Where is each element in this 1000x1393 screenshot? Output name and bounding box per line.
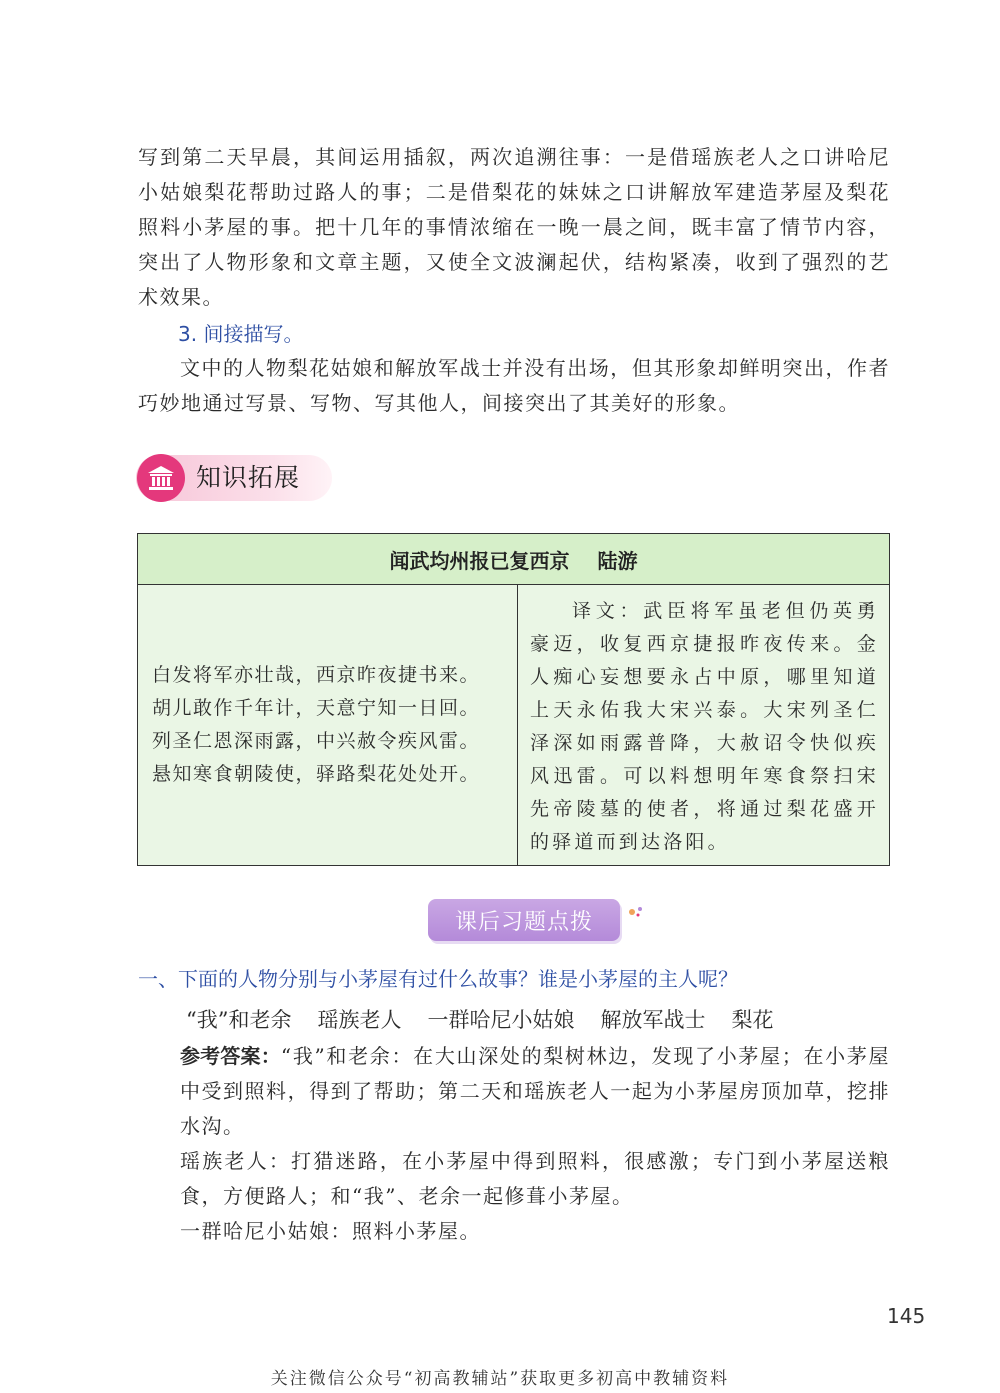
character-name: 瑶族老人 [317,1008,402,1032]
poem-line: 悬知寒食朝陵使，驿路梨花处处开。 [152,763,481,785]
poem-line: 白发将军亦壮哉，西京昨夜捷书来。 [152,664,481,686]
poem-table [137,533,890,866]
character-name: 梨花 [731,1008,774,1032]
character-name: 解放军战士 [600,1008,706,1032]
character-names [186,1004,773,1036]
section-paragraph: 文中的人物梨花姑娘和解放军战士并没有出场，但其形象却鲜明突出，作者巧妙地通过写景、写物、写其他人，间接突出了其美好的形象。 [138,356,890,415]
section-heading: 3. 间接描写。 [178,322,304,346]
decorative-dots-icon [626,903,646,919]
character-name: “我”和老余 [186,1008,292,1032]
footer-note: 关注微信公众号“初高教辅站”获取更多初高中教辅资料 [270,1369,730,1389]
poem-title: 闻武均州报已复西京 [389,548,570,573]
poem-header [138,534,889,585]
poem-line: 列圣仁恩深雨露，中兴赦令疾风雷。 [152,730,481,752]
poem-translation-cell [518,585,889,865]
answer-2: 瑶族老人：打猎迷路，在小茅屋中得到照料，很感激；专门到小茅屋送粮食，方便路人；和“我”、老余一起修葺小茅屋。 [180,1149,890,1208]
answer-1 [180,1039,890,1144]
poem-text [138,585,518,865]
poem-line: 胡儿敢作千年计，天意宁知一日回。 [152,697,481,719]
answer-3: 一群哈尼小姑娘：照料小茅屋。 [180,1219,481,1243]
exercise-tag: 课后习题点拨 [428,899,620,941]
intro-paragraph: 写到第二天早晨，其间运用插叙，两次追溯往事：一是借瑶族老人之口讲哈尼小姑娘梨花帮助过路人的事；二是借梨花的妹妹之口讲解放军建造茅屋及梨花照料小茅屋的事。把十几年的事情浓缩在一晚一晨之间，既丰富了情节内容，突出了人物形象和文章主题，又使全文波澜起伏，结构紧凑，收到了强烈的艺术效果。 [138,145,890,309]
page-number: 145 [887,1304,926,1328]
question-1: 一、下面的人物分别与小茅屋有过什么故事？谁是小茅屋的主人呢？ [138,967,738,991]
poem-translation: 译文：武臣将军虽老但仍英勇豪迈，收复西京捷报昨夜传来。金人痴心妄想要永占中原，哪里知道上天永佑我大宋兴泰。大宋列圣仁泽深如雨露普降，大赦诏令快似疾风迅雷。可以料想明年寒食祭扫宋先帝陵墓的使者，将通过梨花盛开的驿道而到达洛阳。 [530,600,879,853]
poem-author: 陆游 [597,548,638,573]
character-name: 一群哈尼小姑娘 [427,1008,575,1032]
museum-icon [137,454,185,502]
knowledge-banner-title: 知识拓展 [196,463,301,492]
answer-label: 参考答案： [180,1044,281,1068]
answer-1-text: “我”和老余：在大山深处的梨树林边，发现了小茅屋；在小茅屋中受到照料，得到了帮助；第二天和瑶族老人一起为小茅屋房顶加草，挖排水沟。 [180,1044,891,1138]
